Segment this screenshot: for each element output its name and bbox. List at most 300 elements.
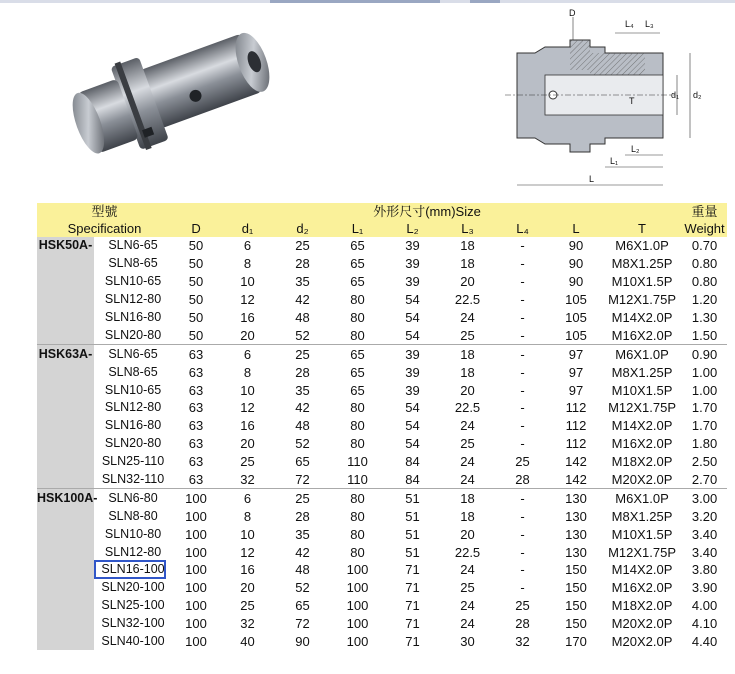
value-cell: 150 [565, 562, 587, 578]
group-cell [37, 597, 94, 615]
value-cell: 24 [460, 616, 475, 632]
drawing-label-d1: d₁ [671, 90, 680, 100]
drawing-label-L4: L₄ [625, 19, 634, 29]
model-cell: SLN20-80 [104, 327, 162, 342]
value-cell: M8X1.25P [611, 256, 673, 272]
value-cell: 72 [295, 472, 310, 488]
value-cell: 71 [405, 634, 420, 650]
table-row [37, 237, 727, 255]
value-cell: 18 [460, 238, 475, 254]
value-cell: 63 [188, 382, 204, 398]
model-cell: SLN6-80 [94, 489, 172, 507]
value-cell: 28 [515, 616, 530, 632]
col-header: D [172, 220, 220, 237]
model-cell: SLN40-100 [101, 634, 165, 649]
value-cell: 90 [568, 256, 584, 272]
value-cell: 0.80 [691, 274, 718, 290]
value-cell: 71 [405, 580, 420, 596]
value-cell: 63 [188, 454, 204, 470]
value-cell: 130 [550, 489, 602, 507]
value-cell: 130 [565, 526, 587, 542]
table-row [37, 273, 727, 291]
value-cell: M18X2.0P [611, 598, 673, 614]
value-cell: M16X2.0P [611, 436, 673, 452]
value-cell: 3.40 [691, 526, 718, 542]
model-cell: SLN16-80 [104, 310, 162, 324]
value-cell: 80 [350, 310, 365, 325]
col-header: d₂ [275, 220, 330, 237]
value-cell: 12 [240, 400, 255, 416]
value-cell: 100 [185, 634, 207, 650]
value-cell: 20 [460, 274, 475, 290]
value-cell: 50 [188, 292, 204, 308]
value-cell: 130 [565, 544, 587, 560]
value-cell: 3.90 [691, 580, 718, 596]
model-cell: SLN10-80 [104, 526, 162, 541]
value-cell: 100 [346, 598, 369, 614]
group-cell [37, 543, 94, 561]
value-cell: 100 [185, 508, 207, 524]
value-cell: M18X2.0P [611, 454, 673, 470]
value-cell: 2.50 [691, 454, 718, 470]
value-cell: 1.20 [691, 292, 718, 308]
value-cell: 32 [240, 472, 255, 488]
value-cell: M12X1.75P [608, 400, 676, 416]
value-cell: 100 [185, 616, 207, 632]
value-cell: 100 [185, 562, 207, 578]
value-cell: 63 [188, 400, 204, 416]
table-row [37, 597, 727, 615]
value-cell: 20 [460, 526, 475, 542]
group-label: HSK50A- [37, 237, 94, 255]
value-cell: M12X1.75P [608, 292, 676, 308]
value-cell: 48 [295, 418, 310, 434]
header-weight-zh: 重量 [682, 203, 727, 220]
table-row [37, 507, 727, 525]
value-cell: 39 [405, 238, 420, 254]
value-cell: 25 [460, 327, 475, 343]
col-header: T [602, 220, 682, 237]
model-cell: SLN6-65 [94, 345, 172, 363]
value-cell: 42 [295, 544, 310, 560]
value-cell: 80 [330, 489, 385, 507]
value-cell: 90 [295, 634, 310, 650]
value-cell: 100 [346, 580, 369, 596]
table-row [37, 399, 727, 417]
value-cell: 28 [295, 256, 310, 272]
value-cell: M14X2.0P [611, 310, 673, 325]
value-cell: 97 [568, 382, 584, 398]
value-cell: 100 [185, 598, 207, 614]
value-cell: 10 [240, 526, 255, 542]
model-cell: SLN16-80 [104, 418, 162, 433]
value-cell: 48 [295, 310, 310, 325]
value-cell: 65 [350, 274, 365, 290]
value-cell: 16 [240, 310, 255, 325]
value-cell: - [520, 508, 525, 524]
value-cell: 25 [515, 454, 530, 470]
value-cell: M20X2.0P [611, 472, 673, 488]
value-cell: 22.5 [454, 292, 481, 308]
value-cell: 4.10 [691, 616, 718, 632]
value-cell: 84 [405, 472, 420, 488]
value-cell: 4.40 [691, 634, 718, 650]
value-cell: 63 [172, 345, 220, 363]
value-cell: 71 [405, 598, 420, 614]
value-cell: 12 [240, 292, 255, 308]
value-cell: 25 [515, 598, 530, 614]
value-cell: 1.70 [691, 418, 718, 434]
value-cell: 18 [440, 489, 495, 507]
value-cell: 105 [565, 327, 587, 343]
table-row [37, 417, 727, 435]
col-header: L₃ [440, 220, 495, 237]
group-cell [37, 633, 94, 651]
value-cell: 40 [240, 634, 255, 650]
value-cell: 112 [565, 436, 587, 452]
value-cell: 10 [240, 382, 255, 398]
value-cell: 32 [515, 634, 530, 650]
table-row [37, 615, 727, 633]
value-cell: 80 [350, 526, 365, 542]
value-cell: M16X2.0P [611, 327, 673, 343]
value-cell: - [520, 418, 525, 434]
value-cell: 50 [188, 310, 204, 325]
value-cell: 6 [220, 489, 275, 507]
table-row [37, 471, 727, 489]
model-cell: SLN10-65 [104, 274, 162, 289]
value-cell: 50 [188, 256, 204, 272]
model-cell: SLN8-80 [108, 508, 158, 523]
selection-highlight [94, 560, 166, 579]
value-cell: 2.70 [691, 472, 718, 488]
value-cell: 63 [188, 418, 204, 434]
value-cell: 100 [172, 489, 220, 507]
model-cell: SLN16-100 [101, 562, 165, 577]
tool-holder-photo [58, 28, 278, 178]
value-cell: 65 [350, 256, 365, 272]
value-cell: 39 [405, 364, 420, 380]
value-cell: 80 [350, 327, 365, 343]
value-cell: 100 [185, 526, 207, 542]
col-header: L₂ [385, 220, 440, 237]
model-cell: SLN25-110 [101, 454, 165, 469]
value-cell: 51 [385, 489, 440, 507]
value-cell: 25 [275, 345, 330, 363]
value-cell: 39 [405, 274, 420, 290]
value-cell: 16 [240, 418, 255, 434]
group-cell [37, 381, 94, 399]
value-cell: 20 [240, 436, 255, 452]
value-cell: 39 [405, 382, 420, 398]
value-cell: M6X1.0P [602, 345, 682, 363]
value-cell: 80 [350, 436, 365, 452]
value-cell: - [520, 327, 525, 343]
value-cell: 8 [243, 364, 252, 380]
value-cell: M10X1.5P [611, 382, 673, 398]
drawing-label-L1: L₁ [610, 156, 619, 166]
value-cell: 54 [405, 436, 420, 452]
value-cell: 72 [295, 616, 310, 632]
value-cell: 18 [440, 345, 495, 363]
value-cell: 65 [295, 598, 310, 614]
value-cell: - [495, 345, 550, 363]
group-cell [37, 417, 94, 435]
value-cell: M20X2.0P [611, 634, 673, 650]
value-cell: 50 [188, 274, 204, 290]
value-cell: M14X2.0P [611, 562, 673, 578]
value-cell: M6X1.0P [615, 238, 669, 254]
group-cell [37, 615, 94, 633]
header-model-zh: 型號 [37, 203, 172, 220]
value-cell: 24 [460, 310, 475, 325]
top-strip-segment [470, 0, 500, 3]
drawing-label-L3: L₃ [645, 19, 654, 29]
value-cell: 97 [550, 345, 602, 363]
table-row [37, 489, 727, 507]
value-cell: 3.80 [691, 562, 718, 578]
table-row [37, 543, 727, 561]
value-cell: 3.00 [682, 489, 727, 507]
spec-table-body [37, 237, 727, 650]
value-cell: 52 [295, 580, 310, 596]
model-cell: SLN12-80 [104, 292, 162, 307]
table-row [37, 453, 727, 471]
value-cell: 80 [350, 418, 365, 434]
table-row [37, 525, 727, 543]
technical-drawing [505, 5, 720, 195]
value-cell: 28 [295, 508, 310, 524]
value-cell: 105 [565, 292, 587, 308]
table-row [37, 435, 727, 453]
header-model-en: Specification [37, 220, 172, 237]
value-cell: 35 [295, 526, 310, 542]
group-cell [37, 579, 94, 597]
value-cell: - [520, 364, 525, 380]
value-cell: 42 [295, 292, 310, 308]
value-cell: M14X2.0P [611, 418, 673, 434]
drawing-label-D: D [569, 8, 576, 18]
value-cell: 8 [243, 508, 252, 524]
value-cell: 112 [565, 418, 587, 434]
table-row [37, 579, 727, 597]
value-cell: 100 [346, 562, 369, 578]
col-header: L₁ [330, 220, 385, 237]
value-cell: 150 [565, 598, 587, 614]
value-cell: 18 [460, 364, 475, 380]
value-cell: 24 [460, 472, 475, 488]
value-cell: 110 [347, 472, 368, 488]
value-cell: 30 [460, 634, 475, 650]
value-cell: 0.70 [691, 238, 718, 254]
value-cell: 150 [565, 616, 587, 632]
header-dims-title: 外形尺寸(mm)Size [172, 203, 682, 220]
value-cell: 51 [405, 544, 420, 560]
value-cell: 50 [188, 238, 204, 254]
value-cell: 80 [350, 544, 365, 560]
value-cell: 6 [243, 238, 252, 254]
value-cell: 142 [565, 454, 587, 470]
value-cell: 50 [188, 327, 204, 343]
value-cell: 10 [240, 274, 255, 290]
value-cell: 25 [240, 454, 255, 470]
value-cell: 105 [565, 310, 587, 325]
value-cell: 12 [240, 544, 255, 560]
value-cell: M16X2.0P [611, 580, 673, 596]
group-cell [37, 255, 94, 273]
value-cell: 142 [565, 472, 587, 488]
group-cell [37, 326, 94, 344]
table-row [37, 345, 727, 363]
value-cell: 24 [460, 598, 475, 614]
value-cell: - [520, 274, 525, 290]
value-cell: 71 [405, 562, 420, 578]
group-cell [37, 273, 94, 291]
value-cell: 1.00 [691, 382, 718, 398]
value-cell: 63 [188, 436, 204, 452]
model-cell: SLN20-80 [104, 436, 162, 451]
value-cell: 100 [346, 616, 369, 632]
value-cell: 39 [405, 256, 420, 272]
value-cell: 20 [240, 327, 255, 343]
value-cell: 25 [295, 238, 310, 254]
model-cell: SLN8-65 [108, 256, 158, 271]
group-cell [37, 507, 94, 525]
value-cell: 100 [346, 634, 369, 650]
value-cell: 1.30 [691, 310, 718, 325]
value-cell: 90 [568, 238, 584, 254]
model-cell: SLN32-100 [101, 616, 165, 631]
value-cell: 71 [405, 616, 420, 632]
top-scroll-strip [0, 0, 735, 3]
value-cell: 25 [460, 436, 475, 452]
value-cell: 0.80 [691, 256, 718, 272]
value-cell: 25 [275, 489, 330, 507]
value-cell: 0.90 [682, 345, 727, 363]
value-cell: 25 [240, 598, 255, 614]
value-cell: 65 [330, 345, 385, 363]
value-cell: 1.50 [691, 327, 718, 343]
value-cell: 42 [295, 400, 310, 416]
table-row [37, 309, 727, 327]
value-cell: 65 [350, 364, 365, 380]
value-cell: 28 [515, 472, 530, 488]
value-cell: 80 [350, 400, 365, 416]
value-cell: 110 [347, 454, 368, 470]
value-cell: 1.00 [691, 364, 718, 380]
table-row [37, 291, 727, 309]
value-cell: 80 [350, 292, 365, 308]
value-cell: - [520, 256, 525, 272]
group-cell [37, 525, 94, 543]
value-cell: - [495, 489, 550, 507]
value-cell: 65 [350, 238, 365, 254]
model-cell: SLN12-80 [104, 400, 162, 415]
group-cell [37, 561, 94, 579]
value-cell: 28 [295, 364, 310, 380]
value-cell: - [520, 400, 525, 416]
value-cell: 63 [188, 472, 204, 488]
table-row [37, 363, 727, 381]
value-cell: M20X2.0P [611, 616, 673, 632]
value-cell: 90 [568, 274, 584, 290]
value-cell: 22.5 [454, 544, 481, 560]
value-cell: 130 [565, 508, 587, 524]
value-cell: M12X1.75P [608, 544, 676, 560]
value-cell: - [520, 292, 525, 308]
table-row [37, 326, 727, 344]
group-cell [37, 453, 94, 471]
value-cell: 25 [460, 580, 475, 596]
value-cell: 54 [405, 310, 420, 325]
header-weight-en: Weight [682, 220, 727, 237]
value-cell: 65 [295, 454, 310, 470]
value-cell: 18 [460, 256, 475, 272]
col-header: L [550, 220, 602, 237]
value-cell: - [520, 580, 525, 596]
value-cell: 52 [295, 327, 310, 343]
value-cell: - [520, 544, 525, 560]
spec-table [37, 203, 727, 650]
group-label: HSK100A- [37, 489, 94, 507]
value-cell: M10X1.5P [611, 526, 673, 542]
value-cell: 65 [350, 382, 365, 398]
value-cell: 20 [460, 382, 475, 398]
value-cell: 52 [295, 436, 310, 452]
value-cell: M6X1.0P [602, 489, 682, 507]
value-cell: 4.00 [691, 598, 718, 614]
group-cell [37, 363, 94, 381]
drawing-label-d2: d₂ [693, 90, 702, 100]
value-cell: 1.70 [691, 400, 718, 416]
group-cell [37, 471, 94, 489]
group-cell [37, 291, 94, 309]
group-cell [37, 309, 94, 327]
model-cell: SLN25-100 [101, 598, 165, 613]
model-cell: SLN12-80 [104, 544, 162, 559]
value-cell: 20 [240, 580, 255, 596]
value-cell: - [520, 436, 525, 452]
model-cell: SLN20-100 [101, 580, 165, 595]
value-cell: - [520, 382, 525, 398]
value-cell: 3.40 [691, 544, 718, 560]
value-cell: 24 [460, 562, 475, 578]
value-cell: 63 [188, 364, 204, 380]
model-cell: SLN32-110 [101, 472, 165, 487]
value-cell: 22.5 [454, 400, 481, 416]
drawing-label-L: L [589, 174, 595, 184]
value-cell: 1.80 [691, 436, 718, 452]
group-cell [37, 435, 94, 453]
value-cell: 8 [243, 256, 252, 272]
value-cell: 54 [405, 400, 420, 416]
value-cell: 54 [405, 292, 420, 308]
value-cell: M8X1.25P [611, 508, 673, 524]
table-row [37, 381, 727, 399]
drawing-label-L2: L₂ [631, 144, 640, 154]
value-cell: M8X1.25P [611, 364, 673, 380]
value-cell: 150 [565, 580, 587, 596]
value-cell: 3.20 [691, 508, 718, 524]
value-cell: 35 [295, 382, 310, 398]
model-cell: SLN8-65 [108, 364, 158, 379]
table-row [37, 255, 727, 273]
value-cell: - [520, 526, 525, 542]
col-header: L₄ [495, 220, 550, 237]
value-cell: 32 [240, 616, 255, 632]
col-header: d₁ [220, 220, 275, 237]
drawing-label-T: T [629, 96, 635, 106]
